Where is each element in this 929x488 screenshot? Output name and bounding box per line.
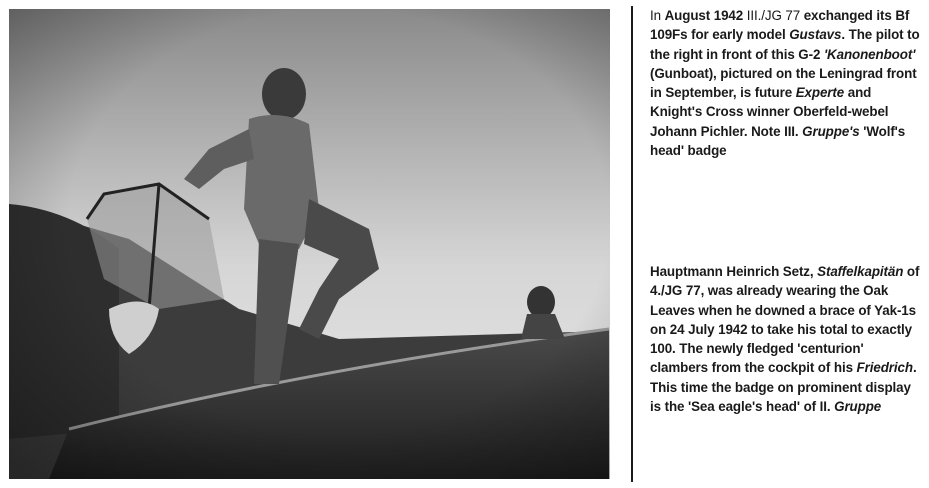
caption-segment: August 1942 (664, 8, 747, 23)
caption-segment: Hauptmann Heinrich Setz, (650, 264, 818, 279)
caption-segment: (Gunboat), pictured on the Leningrad front in September, is future (650, 65, 917, 101)
caption-segment: Gruppe (834, 399, 882, 415)
caption-segment: . This time the badge on prominent display is the 'Sea eagle's head' of II. (650, 360, 917, 415)
column-divider (631, 6, 633, 482)
caption-segment: Staffelkapitän (817, 264, 904, 279)
caption-segment: of 4./JG 77, was already wearing the Oak Leaves when he downed a brace of Yak-1s on 24 July 1942 to take his total to exactly 100. The newly fledged 'centurion' clambers from the cockpit of his (650, 264, 920, 376)
caption-bottom (650, 262, 922, 416)
caption-segment: 'Kanonenboot' (823, 46, 916, 62)
caption-segment: Friedrich (856, 360, 913, 376)
caption-segment: Experte (795, 85, 845, 101)
caption-segment: exchanged its Bf 109Fs for early model (650, 8, 910, 43)
aircraft-photo-icon (9, 9, 610, 479)
photo (9, 9, 610, 479)
caption-segment: Gustavs (789, 27, 842, 43)
caption-segment: III./JG 77 (746, 8, 804, 23)
caption-segment: . The pilot to the right in front of this G-2 (650, 27, 920, 62)
caption-segment: 'Wolf's head' badge (650, 123, 906, 159)
caption-top (650, 6, 922, 160)
caption-segment: Gruppe's (802, 123, 860, 139)
caption-segment: and Knight's Cross winner Oberfeld-webel Johann Pichler. Note III. (650, 85, 889, 139)
caption-segment: In (650, 8, 665, 23)
